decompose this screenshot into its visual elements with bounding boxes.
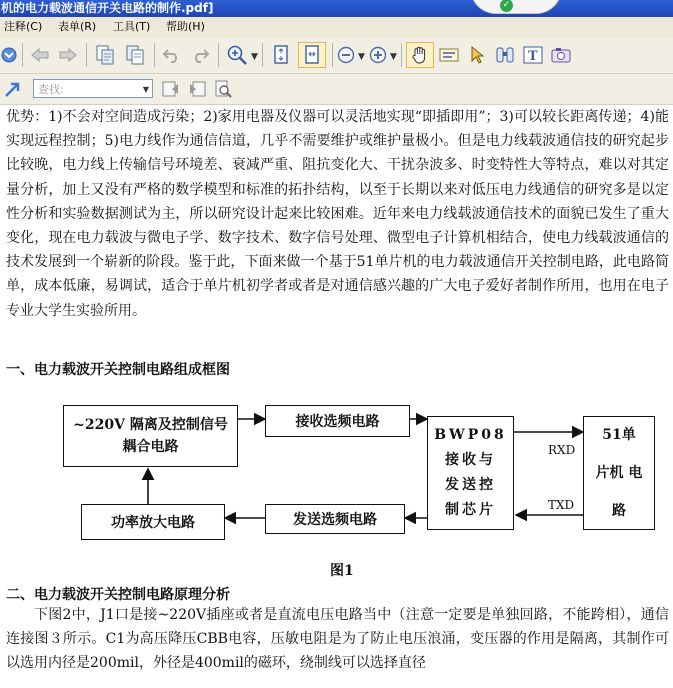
zoom-in-circle-icon[interactable]	[368, 45, 388, 65]
toolbar-separator	[401, 43, 402, 67]
find-previous-icon[interactable]	[160, 79, 182, 99]
section-heading-principle: 二、电力载波开关控制电路原理分析	[6, 587, 230, 603]
expand-arrow-icon[interactable]	[2, 78, 24, 100]
find-placeholder: 查找:	[38, 83, 64, 96]
undo-icon[interactable]	[160, 44, 184, 66]
mcu-box: 51单 片机 电路	[583, 416, 655, 530]
bwp08-chip-box: BWP08 接收与 发送控 制芯片	[427, 416, 514, 530]
main-toolbar	[0, 37, 673, 74]
fit-width-icon[interactable]	[298, 42, 326, 68]
principle-paragraph: 下图2中，J1口是接~220V插座或者是直流电压电路当中（注意一定要是单独回路，不能跨相），通信连接图３所示。C1为高压降压CBB电容，压敏电阻是为了防止电压浪涌，变压器的作用是隔离，其制作可以选用内径是200mil，外径是400mil的磁环，绕制线可以选择直径	[6, 607, 669, 672]
svg-text:T: T	[528, 49, 538, 64]
insert-pages-icon[interactable]	[122, 43, 148, 67]
toolbar-separator	[22, 43, 23, 67]
send-filter-box: 发送选频电路	[265, 504, 405, 534]
toolbar-separator	[218, 43, 219, 67]
find-input[interactable]	[33, 79, 153, 98]
text-tool-icon[interactable]	[520, 43, 546, 67]
select-text-icon[interactable]	[436, 43, 462, 67]
window-title: 机的电力载波通信开关电路的制作.pdf]	[1, 1, 214, 15]
dropdown-circle-icon[interactable]	[0, 45, 18, 65]
redo-icon[interactable]	[188, 44, 212, 66]
window-title-bar	[0, 0, 673, 17]
coupling-circuit-box: ~220V 隔离及控制信号耦合电路	[63, 405, 238, 467]
menu-tools[interactable]: 工具(T)	[113, 20, 151, 33]
menu-bar	[0, 17, 673, 37]
menu-annotations[interactable]: 注释(C)	[4, 20, 43, 33]
back-arrow-icon[interactable]	[28, 44, 52, 66]
select-arrow-icon[interactable]	[466, 43, 490, 67]
extract-pages-icon[interactable]	[92, 43, 118, 67]
toolbar-separator	[154, 43, 155, 67]
rxd-label: RXD	[548, 443, 576, 457]
zoom-in-menu-arrow-icon[interactable]: ▼	[390, 52, 397, 62]
figure-caption: 图1	[330, 563, 354, 579]
find-next-icon[interactable]	[186, 79, 208, 99]
hand-tool-icon[interactable]	[406, 42, 434, 68]
intro-paragraph: 优势：1)不会对空间造成污染；2)家用电器及仪器可以灵活地实现“即插即用”；3)可以较长距离传递；4)能实现远程控制；5)电力线作为通信信道，几乎不需要维护或维护量极小。但是电力线载波通信技的研究起步比较晚，电力线上传输信号环境差、衰减严重、阻抗变化大、干扰杂波多、时变特性大等特点，难以对其定量分析，加上又没有严格的数学模型和标准的拓扑结构，以至于长期以来对低压电力线通信的研究多是以定性分析和实验数据测试为主，所以研究设计起来比较困难。近年来电力线载波通信技术的面貌已发生了重大变化，现在电力载波与微电子学、数字技术、数字信号处理、微型电子计算机相结合，使电力线载波通信的技术发展到一个崭新的阶段。鉴于此，下面来做一个基于51单片机的电力载波通信开关控制电路，此电路简单，成本低廉，易调试，适合于单片机初学者或者是对通信感兴趣的广大电子爱好者制作所用，也用在电子专业大学生实验所用。	[6, 109, 669, 319]
forward-arrow-icon[interactable]	[56, 44, 80, 66]
menu-help[interactable]: 帮助(H)	[166, 20, 205, 33]
section-heading-block-diagram: 一、电力载波开关控制电路组成框图	[6, 362, 230, 378]
zoom-out-circle-icon[interactable]	[336, 45, 356, 65]
zoom-in-icon[interactable]	[224, 43, 250, 67]
power-amplifier-box: 功率放大电路	[81, 504, 225, 540]
search-document-icon[interactable]	[212, 79, 234, 99]
binoculars-icon[interactable]	[492, 43, 518, 67]
find-toolbar	[0, 74, 673, 105]
snapshot-camera-icon[interactable]	[548, 43, 574, 67]
toolbar-separator	[86, 43, 87, 67]
receive-filter-box: 接收选频电路	[265, 405, 410, 437]
txd-label: TXD	[548, 498, 575, 512]
document-page[interactable]	[0, 105, 673, 688]
check-icon: ✓	[500, 0, 513, 12]
find-menu-arrow-icon[interactable]: ▼	[142, 85, 149, 94]
fit-page-icon[interactable]	[268, 43, 294, 67]
zoom-menu-arrow-icon[interactable]: ▼	[251, 52, 258, 62]
menu-forms[interactable]: 表单(R)	[58, 20, 97, 33]
zoom-out-menu-arrow-icon[interactable]: ▼	[358, 52, 365, 62]
toolbar-separator	[262, 43, 263, 67]
toolbar-separator	[332, 43, 333, 67]
